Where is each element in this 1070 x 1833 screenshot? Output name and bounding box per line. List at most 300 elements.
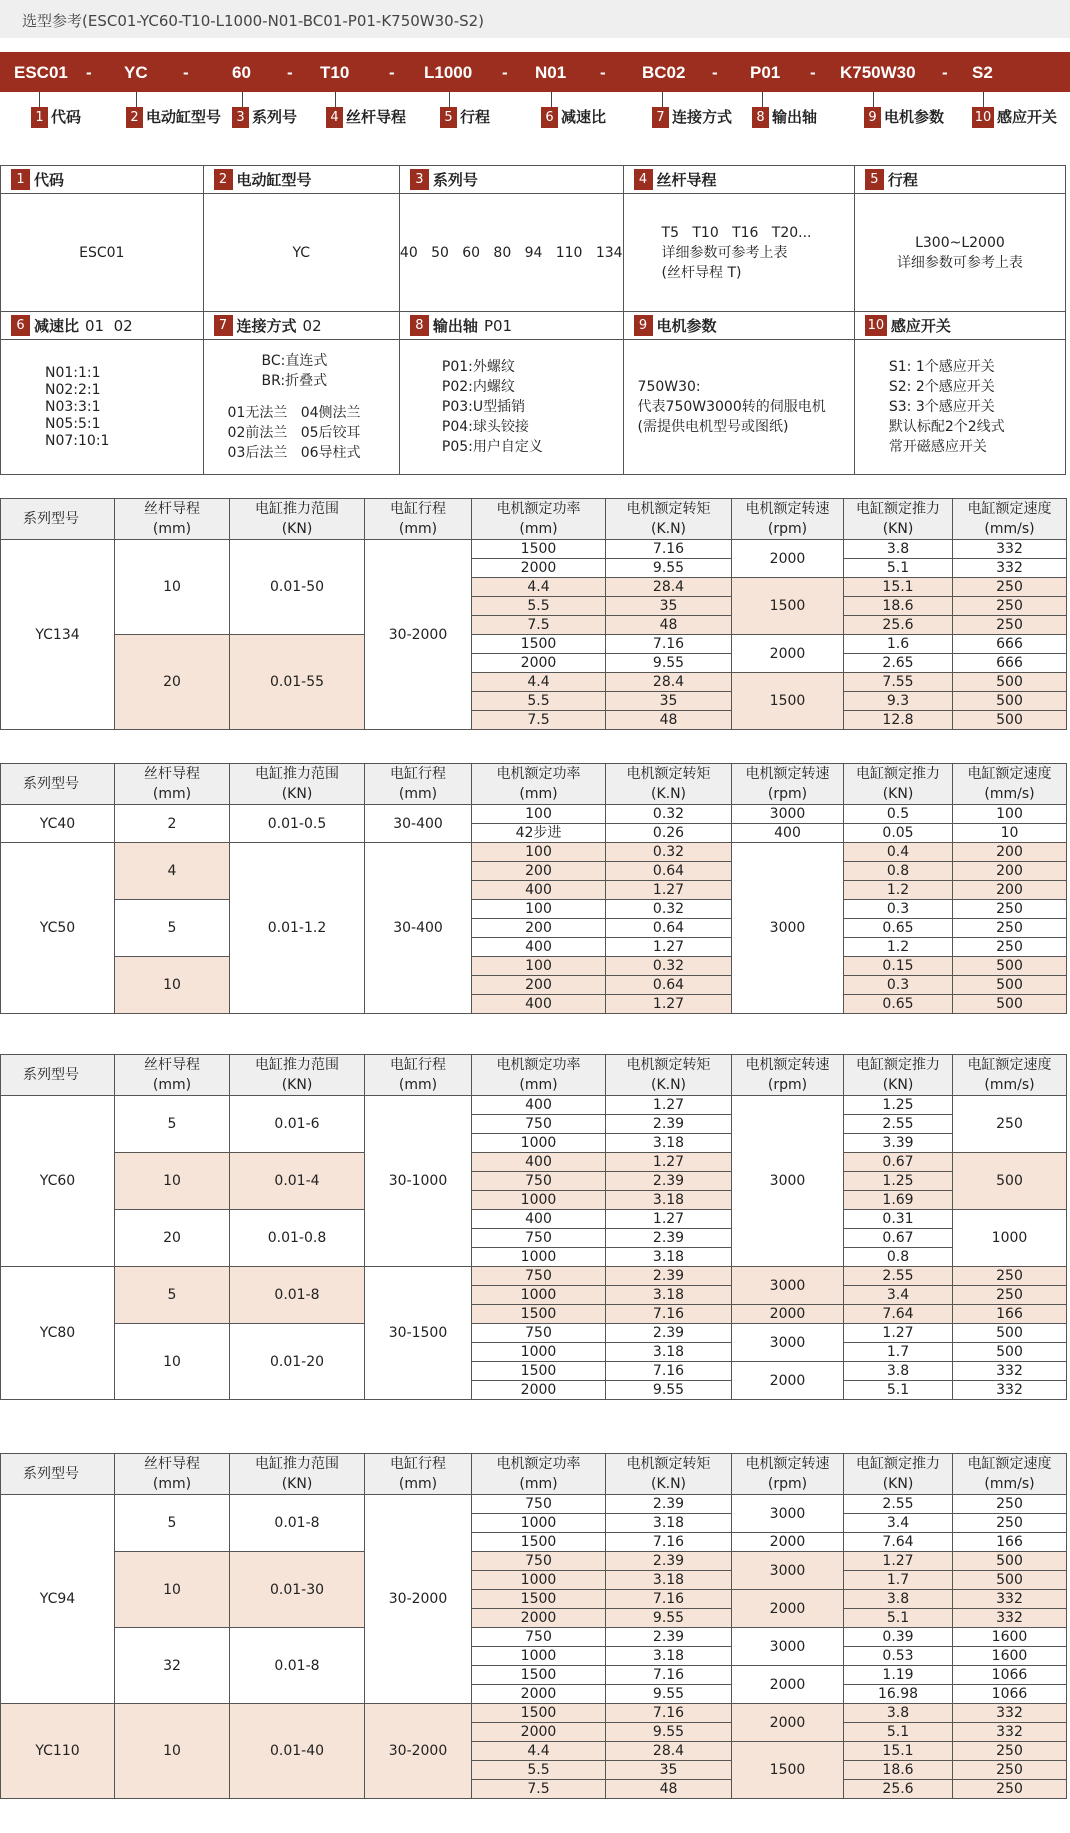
thrust-cell: 0.8 bbox=[844, 862, 953, 881]
force-range-cell: 0.01-0.5 bbox=[230, 805, 365, 843]
code-segment: L1000 bbox=[424, 63, 473, 82]
label-text: 行程 bbox=[460, 108, 491, 126]
code-separator: - bbox=[502, 63, 508, 82]
desc-text: P05:用户自定义 bbox=[441, 439, 543, 455]
speed-cell: 2000 bbox=[732, 1362, 844, 1400]
torque-cell: 0.64 bbox=[606, 862, 732, 881]
desc-text: 详细参数可参考上表 bbox=[661, 244, 788, 261]
lead-cell: 10 bbox=[115, 1153, 230, 1210]
code-separator: - bbox=[183, 63, 189, 82]
connector-line bbox=[983, 92, 984, 107]
desc-text: N03:3:1 bbox=[45, 398, 101, 415]
desc-number: 9 bbox=[634, 315, 653, 336]
thrust-cell: 0.65 bbox=[844, 995, 953, 1014]
desc-title: 电动缸型号 bbox=[236, 171, 312, 189]
torque-cell: 3.18 bbox=[606, 1343, 732, 1362]
velocity-cell: 100 bbox=[953, 805, 1067, 824]
header-cell: 电缸行程 (mm) bbox=[365, 499, 472, 540]
velocity-cell: 500 bbox=[953, 957, 1067, 976]
torque-cell: 9.55 bbox=[606, 1685, 732, 1704]
thrust-cell: 1.2 bbox=[844, 938, 953, 957]
power-cell: 750 bbox=[472, 1115, 606, 1134]
header-cell: 电机额定功率 (mm) bbox=[472, 1055, 606, 1096]
table-header-row bbox=[1, 764, 1067, 805]
table-row bbox=[1, 540, 1067, 559]
desc-title: 减速比 bbox=[34, 317, 80, 335]
desc-header-stroke bbox=[854, 166, 1065, 194]
table-header-row bbox=[1, 1454, 1067, 1495]
code-separator: - bbox=[810, 63, 816, 82]
force-range-cell: 0.01-1.2 bbox=[230, 843, 365, 1014]
power-cell: 400 bbox=[472, 1210, 606, 1229]
velocity-cell: 200 bbox=[953, 862, 1067, 881]
torque-cell: 3.18 bbox=[606, 1134, 732, 1153]
velocity-cell: 1066 bbox=[953, 1666, 1067, 1685]
power-cell: 42步进 bbox=[472, 824, 606, 843]
desc-body-switch bbox=[854, 340, 1065, 475]
power-cell: 1500 bbox=[472, 635, 606, 654]
label-text: 输出轴 bbox=[772, 108, 818, 126]
power-cell: 1500 bbox=[472, 1590, 606, 1609]
lead-cell: 2 bbox=[115, 805, 230, 843]
lead-cell: 20 bbox=[115, 635, 230, 730]
torque-cell: 48 bbox=[606, 1780, 732, 1799]
desc-text: P01:外螺纹 bbox=[441, 359, 515, 375]
code-segment: S2 bbox=[972, 63, 993, 82]
thrust-cell: 3.8 bbox=[844, 1704, 953, 1723]
thrust-cell: 15.1 bbox=[844, 1742, 953, 1761]
power-cell: 2000 bbox=[472, 559, 606, 578]
power-cell: 1500 bbox=[472, 1362, 606, 1381]
thrust-cell: 1.19 bbox=[844, 1666, 953, 1685]
velocity-cell: 250 bbox=[953, 1096, 1067, 1153]
label-text: 代码 bbox=[51, 108, 82, 126]
table-row bbox=[1, 1704, 1067, 1723]
speed-cell: 3000 bbox=[732, 1495, 844, 1533]
torque-cell: 0.64 bbox=[606, 976, 732, 995]
lead-cell: 10 bbox=[115, 957, 230, 1014]
lead-cell: 5 bbox=[115, 900, 230, 957]
header-cell: 电缸额定推力 (KN) bbox=[844, 499, 953, 540]
velocity-cell: 250 bbox=[953, 578, 1067, 597]
desc-number: 3 bbox=[410, 169, 429, 190]
connector-line bbox=[449, 92, 450, 107]
velocity-cell: 332 bbox=[953, 1704, 1067, 1723]
header-cell: 丝杆导程 (mm) bbox=[115, 499, 230, 540]
header-cell: 电缸额定速度 (mm/s) bbox=[953, 1055, 1067, 1096]
thrust-cell: 0.3 bbox=[844, 976, 953, 995]
velocity-cell: 250 bbox=[953, 1780, 1067, 1799]
speed-cell: 3000 bbox=[732, 1324, 844, 1362]
desc-text: BR:折叠式 bbox=[261, 373, 328, 389]
label-number: 9 bbox=[864, 107, 881, 128]
desc-text: ESC01 bbox=[79, 245, 125, 261]
code-separator: - bbox=[712, 63, 718, 82]
desc-header-shaft bbox=[399, 312, 623, 340]
desc-text: P03:U型插销 bbox=[441, 399, 526, 415]
power-cell: 4.4 bbox=[472, 673, 606, 692]
force-range-cell: 0.01-0.8 bbox=[230, 1210, 365, 1267]
thrust-cell: 0.8 bbox=[844, 1248, 953, 1267]
thrust-cell: 5.1 bbox=[844, 559, 953, 578]
velocity-cell: 250 bbox=[953, 900, 1067, 919]
label-number: 10 bbox=[972, 107, 994, 128]
torque-cell: 2.39 bbox=[606, 1267, 732, 1286]
speed-cell: 2000 bbox=[732, 1305, 844, 1324]
velocity-cell: 166 bbox=[953, 1533, 1067, 1552]
desc-title: 代码 bbox=[34, 171, 65, 189]
thrust-cell: 3.4 bbox=[844, 1286, 953, 1305]
velocity-cell: 250 bbox=[953, 919, 1067, 938]
thrust-cell: 5.1 bbox=[844, 1723, 953, 1742]
power-cell: 1500 bbox=[472, 540, 606, 559]
code-description-table bbox=[0, 165, 1066, 475]
velocity-cell: 500 bbox=[953, 1343, 1067, 1362]
velocity-cell: 250 bbox=[953, 1286, 1067, 1305]
torque-cell: 28.4 bbox=[606, 673, 732, 692]
stroke-cell: 30-1000 bbox=[365, 1096, 472, 1267]
code-label bbox=[326, 107, 406, 129]
power-cell: 5.5 bbox=[472, 692, 606, 711]
header-cell: 电缸行程 (mm) bbox=[365, 1454, 472, 1495]
code-segment: P01 bbox=[750, 63, 781, 82]
velocity-cell: 200 bbox=[953, 881, 1067, 900]
table-row bbox=[1, 1267, 1067, 1286]
power-cell: 200 bbox=[472, 862, 606, 881]
desc-number: 2 bbox=[214, 169, 233, 190]
velocity-cell: 666 bbox=[953, 654, 1067, 673]
power-cell: 750 bbox=[472, 1324, 606, 1343]
power-cell: 1000 bbox=[472, 1248, 606, 1267]
power-cell: 2000 bbox=[472, 1723, 606, 1742]
desc-text: N01:1:1 bbox=[45, 364, 101, 381]
thrust-cell: 18.6 bbox=[844, 1761, 953, 1780]
table-row bbox=[1, 1210, 1067, 1229]
code-separator: - bbox=[942, 63, 948, 82]
velocity-cell: 500 bbox=[953, 692, 1067, 711]
force-range-cell: 0.01-40 bbox=[230, 1704, 365, 1799]
code-label bbox=[31, 107, 81, 129]
torque-cell: 0.32 bbox=[606, 805, 732, 824]
power-cell: 400 bbox=[472, 1153, 606, 1172]
velocity-cell: 250 bbox=[953, 597, 1067, 616]
velocity-cell: 666 bbox=[953, 635, 1067, 654]
force-range-cell: 0.01-30 bbox=[230, 1552, 365, 1628]
power-cell: 750 bbox=[472, 1495, 606, 1514]
header-cell: 系列型号 bbox=[1, 764, 115, 805]
label-text: 连接方式 bbox=[672, 108, 733, 126]
desc-title: 丝杆导程 bbox=[656, 171, 717, 189]
table-row bbox=[1, 1495, 1067, 1514]
model-cell: YC110 bbox=[1, 1704, 115, 1799]
connector-line bbox=[335, 92, 336, 107]
torque-cell: 1.27 bbox=[606, 1210, 732, 1229]
thrust-cell: 0.4 bbox=[844, 843, 953, 862]
torque-cell: 35 bbox=[606, 597, 732, 616]
table-row bbox=[1, 1552, 1067, 1571]
velocity-cell: 200 bbox=[953, 843, 1067, 862]
velocity-cell: 500 bbox=[953, 1324, 1067, 1343]
desc-text: P04:球头铰接 bbox=[441, 419, 529, 435]
power-cell: 100 bbox=[472, 957, 606, 976]
torque-cell: 35 bbox=[606, 1761, 732, 1780]
header-cell: 电缸推力范围 (KN) bbox=[230, 764, 365, 805]
torque-cell: 3.18 bbox=[606, 1514, 732, 1533]
table-row bbox=[1, 635, 1067, 654]
torque-cell: 9.55 bbox=[606, 654, 732, 673]
header-cell: 电机额定功率 (mm) bbox=[472, 764, 606, 805]
thrust-cell: 2.55 bbox=[844, 1267, 953, 1286]
desc-text: P02:内螺纹 bbox=[441, 379, 515, 395]
power-cell: 1000 bbox=[472, 1343, 606, 1362]
velocity-cell: 250 bbox=[953, 1742, 1067, 1761]
label-number: 2 bbox=[126, 107, 143, 128]
desc-value: 01 02 bbox=[85, 316, 133, 335]
connector-line bbox=[242, 92, 243, 107]
label-text: 感应开关 bbox=[997, 108, 1058, 126]
lead-cell: 20 bbox=[115, 1210, 230, 1267]
desc-value: P01 bbox=[483, 316, 513, 335]
speed-cell: 1500 bbox=[732, 673, 844, 730]
desc-body-shaft bbox=[399, 340, 623, 475]
code-label bbox=[972, 107, 1057, 129]
torque-cell: 48 bbox=[606, 616, 732, 635]
torque-cell: 1.27 bbox=[606, 1096, 732, 1115]
speed-cell: 400 bbox=[732, 824, 844, 843]
torque-cell: 9.55 bbox=[606, 1381, 732, 1400]
thrust-cell: 0.39 bbox=[844, 1628, 953, 1647]
force-range-cell: 0.01-8 bbox=[230, 1628, 365, 1704]
force-range-cell: 0.01-6 bbox=[230, 1096, 365, 1153]
power-cell: 2000 bbox=[472, 654, 606, 673]
label-number: 6 bbox=[541, 107, 558, 128]
header-cell: 丝杆导程 (mm) bbox=[115, 764, 230, 805]
desc-number: 4 bbox=[634, 169, 653, 190]
label-number: 4 bbox=[326, 107, 343, 128]
lead-cell: 10 bbox=[115, 1552, 230, 1628]
torque-cell: 7.16 bbox=[606, 1362, 732, 1381]
desc-text: S3: 3个感应开关 bbox=[888, 399, 995, 415]
table-row bbox=[1, 957, 1067, 976]
lead-cell: 10 bbox=[115, 1324, 230, 1400]
header-cell: 电缸额定速度 (mm/s) bbox=[953, 764, 1067, 805]
thrust-cell: 1.6 bbox=[844, 635, 953, 654]
desc-text: (丝杆导程 T) bbox=[661, 264, 742, 281]
lead-cell: 32 bbox=[115, 1628, 230, 1704]
table-row bbox=[1, 1096, 1067, 1115]
torque-cell: 7.16 bbox=[606, 635, 732, 654]
speed-cell: 2000 bbox=[732, 1666, 844, 1704]
thrust-cell: 0.67 bbox=[844, 1229, 953, 1248]
thrust-cell: 5.1 bbox=[844, 1609, 953, 1628]
lead-cell: 5 bbox=[115, 1267, 230, 1324]
model-cell: YC60 bbox=[1, 1096, 115, 1267]
power-cell: 2000 bbox=[472, 1381, 606, 1400]
torque-cell: 9.55 bbox=[606, 559, 732, 578]
power-cell: 1500 bbox=[472, 1305, 606, 1324]
label-text: 系列号 bbox=[252, 108, 298, 126]
thrust-cell: 3.8 bbox=[844, 1590, 953, 1609]
speed-cell: 3000 bbox=[732, 843, 844, 1014]
thrust-cell: 3.8 bbox=[844, 540, 953, 559]
header-cell: 电缸额定速度 (mm/s) bbox=[953, 499, 1067, 540]
thrust-cell: 7.55 bbox=[844, 673, 953, 692]
velocity-cell: 332 bbox=[953, 1609, 1067, 1628]
header-cell: 电机额定功率 (mm) bbox=[472, 1454, 606, 1495]
code-segment: N01 bbox=[535, 63, 567, 82]
lead-cell: 4 bbox=[115, 843, 230, 900]
lead-cell: 5 bbox=[115, 1096, 230, 1153]
label-number: 1 bbox=[31, 107, 48, 128]
desc-text: 40 50 60 80 94 110 134 bbox=[399, 245, 623, 261]
thrust-cell: 0.15 bbox=[844, 957, 953, 976]
velocity-cell: 1000 bbox=[953, 1210, 1067, 1267]
thrust-cell: 7.64 bbox=[844, 1305, 953, 1324]
power-cell: 1000 bbox=[472, 1647, 606, 1666]
velocity-cell: 332 bbox=[953, 1590, 1067, 1609]
power-cell: 4.4 bbox=[472, 578, 606, 597]
desc-text: YC bbox=[292, 245, 310, 261]
desc-body-model bbox=[203, 194, 399, 312]
header-cell: 电缸推力范围 (KN) bbox=[230, 1055, 365, 1096]
table-row bbox=[1, 900, 1067, 919]
power-cell: 1000 bbox=[472, 1134, 606, 1153]
label-text: 电机参数 bbox=[884, 108, 945, 126]
desc-header-model bbox=[203, 166, 399, 194]
thrust-cell: 16.98 bbox=[844, 1685, 953, 1704]
desc-text: BC:直连式 bbox=[261, 353, 328, 369]
force-range-cell: 0.01-20 bbox=[230, 1324, 365, 1400]
desc-body-stroke bbox=[854, 194, 1065, 312]
velocity-cell: 166 bbox=[953, 1305, 1067, 1324]
velocity-cell: 1600 bbox=[953, 1628, 1067, 1647]
thrust-cell: 0.53 bbox=[844, 1647, 953, 1666]
desc-title: 行程 bbox=[887, 171, 918, 189]
desc-header-series bbox=[399, 166, 623, 194]
velocity-cell: 500 bbox=[953, 711, 1067, 730]
power-cell: 1500 bbox=[472, 1533, 606, 1552]
code-label bbox=[652, 107, 732, 129]
power-cell: 7.5 bbox=[472, 711, 606, 730]
stroke-cell: 30-2000 bbox=[365, 1704, 472, 1799]
desc-title: 系列号 bbox=[432, 171, 478, 189]
desc-body-code bbox=[1, 194, 204, 312]
velocity-cell: 332 bbox=[953, 559, 1067, 578]
power-cell: 5.5 bbox=[472, 1761, 606, 1780]
speed-cell: 2000 bbox=[732, 635, 844, 673]
torque-cell: 3.18 bbox=[606, 1647, 732, 1666]
code-segment: T10 bbox=[320, 63, 350, 82]
label-number: 5 bbox=[440, 107, 457, 128]
thrust-cell: 1.27 bbox=[844, 1552, 953, 1571]
velocity-cell: 500 bbox=[953, 976, 1067, 995]
torque-cell: 7.16 bbox=[606, 1590, 732, 1609]
table-row bbox=[1, 1153, 1067, 1172]
velocity-cell: 1066 bbox=[953, 1685, 1067, 1704]
velocity-cell: 332 bbox=[953, 1723, 1067, 1742]
page-title: 选型参考(ESC01-YC60-T10-L1000-N01-BC01-P01-K750W30-S2) bbox=[22, 12, 485, 30]
desc-number: 8 bbox=[410, 315, 429, 336]
power-cell: 400 bbox=[472, 995, 606, 1014]
torque-cell: 7.16 bbox=[606, 1704, 732, 1723]
speed-cell: 2000 bbox=[732, 1533, 844, 1552]
speed-cell: 3000 bbox=[732, 1628, 844, 1666]
desc-text: 750W30: bbox=[637, 379, 701, 395]
header-cell: 电机额定转矩 (K.N) bbox=[606, 764, 732, 805]
velocity-cell: 250 bbox=[953, 1514, 1067, 1533]
velocity-cell: 332 bbox=[953, 540, 1067, 559]
header-cell: 电机额定转速 (rpm) bbox=[732, 764, 844, 805]
desc-text: (需提供电机型号或图纸) bbox=[637, 419, 789, 435]
torque-cell: 1.27 bbox=[606, 938, 732, 957]
table-row bbox=[1, 805, 1067, 824]
power-cell: 100 bbox=[472, 805, 606, 824]
code-segment: BC02 bbox=[642, 63, 686, 82]
power-cell: 1000 bbox=[472, 1286, 606, 1305]
force-range-cell: 0.01-8 bbox=[230, 1495, 365, 1552]
desc-text: 02前法兰 05后铰耳 bbox=[227, 425, 361, 441]
label-number: 3 bbox=[232, 107, 249, 128]
table-row bbox=[1, 843, 1067, 862]
speed-cell: 1500 bbox=[732, 578, 844, 635]
thrust-cell: 3.4 bbox=[844, 1514, 953, 1533]
desc-header-lead bbox=[623, 166, 854, 194]
power-cell: 400 bbox=[472, 1096, 606, 1115]
code-segment: YC bbox=[124, 63, 148, 82]
torque-cell: 3.18 bbox=[606, 1248, 732, 1267]
power-cell: 5.5 bbox=[472, 597, 606, 616]
thrust-cell: 0.05 bbox=[844, 824, 953, 843]
desc-text: L300~L2000 bbox=[915, 234, 1005, 251]
label-text: 丝杆导程 bbox=[346, 108, 407, 126]
power-cell: 1000 bbox=[472, 1514, 606, 1533]
desc-title: 输出轴 bbox=[432, 317, 478, 335]
torque-cell: 3.18 bbox=[606, 1191, 732, 1210]
torque-cell: 0.26 bbox=[606, 824, 732, 843]
torque-cell: 3.18 bbox=[606, 1286, 732, 1305]
torque-cell: 1.27 bbox=[606, 995, 732, 1014]
header-cell: 系列型号 bbox=[1, 1055, 115, 1096]
desc-text: S2: 2个感应开关 bbox=[888, 379, 995, 395]
code-segment: K750W30 bbox=[840, 63, 916, 82]
table-header-row bbox=[1, 499, 1067, 540]
desc-header-code bbox=[1, 166, 204, 194]
force-range-cell: 0.01-55 bbox=[230, 635, 365, 730]
speed-cell: 1500 bbox=[732, 1742, 844, 1799]
desc-body-lead bbox=[623, 194, 854, 312]
torque-cell: 2.39 bbox=[606, 1495, 732, 1514]
lead-cell: 10 bbox=[115, 540, 230, 635]
spec-table-yc40-yc50 bbox=[0, 763, 1067, 1014]
torque-cell: 35 bbox=[606, 692, 732, 711]
stroke-cell: 30-400 bbox=[365, 805, 472, 843]
header-cell: 电缸额定推力 (KN) bbox=[844, 1055, 953, 1096]
table-row bbox=[1, 1628, 1067, 1647]
code-segment: ESC01 bbox=[14, 63, 68, 82]
model-cell: YC40 bbox=[1, 805, 115, 843]
thrust-cell: 12.8 bbox=[844, 711, 953, 730]
thrust-cell: 1.27 bbox=[844, 1324, 953, 1343]
connector-line bbox=[873, 92, 874, 107]
velocity-cell: 250 bbox=[953, 1761, 1067, 1780]
desc-number: 1 bbox=[11, 169, 30, 190]
code-label bbox=[440, 107, 490, 129]
model-cell: YC80 bbox=[1, 1267, 115, 1400]
stroke-cell: 30-2000 bbox=[365, 540, 472, 730]
code-separator: - bbox=[287, 63, 293, 82]
torque-cell: 1.27 bbox=[606, 881, 732, 900]
code-separator: - bbox=[600, 63, 606, 82]
